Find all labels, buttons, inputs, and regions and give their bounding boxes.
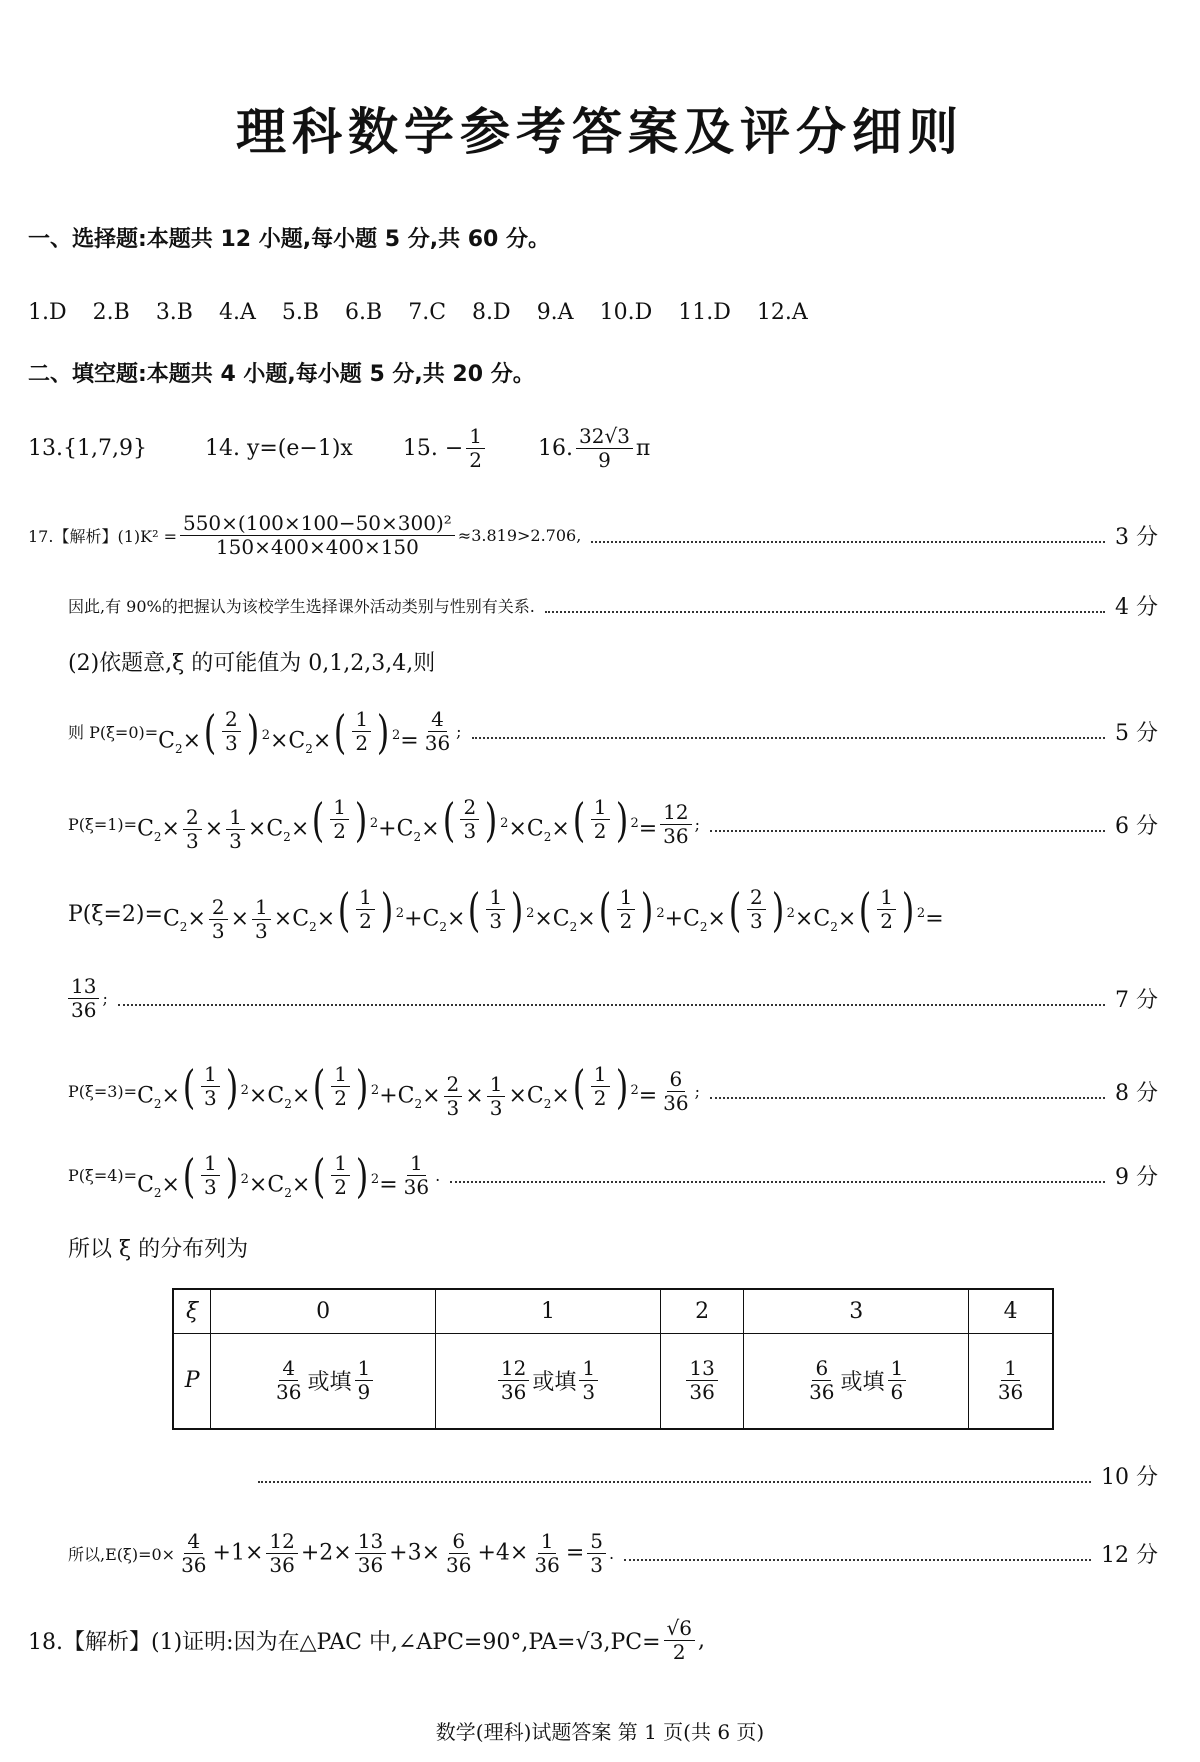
p3-prefix: P(ξ=3)= <box>68 1082 138 1101</box>
q17-conclusion-line <box>68 590 1158 621</box>
p1-prefix: P(ξ=1)= <box>68 815 138 834</box>
leader-dots <box>472 725 1105 739</box>
answer-16-fraction: $\frac{32√3}{9}$ <box>576 425 633 472</box>
table-prob-row <box>173 1333 1053 1429</box>
choice-answers <box>28 300 808 325</box>
table-header-cell: 2 <box>660 1289 743 1333</box>
p3-line: P(ξ=3)= $C_2\times$ ( $\frac{1}{3}$ ) $^2\times C_2\times$ ( $\frac{1}{2}$ ) $^2+C_2\times$ $\frac{2}{3}$ × $\frac{1}{3}$ $\times C_2\times$ ( $\frac{1}{2}$ ) $^2$= $\frac{6}{36}$ ; 8 分 <box>68 1059 1158 1120</box>
q17-part2-intro: (2)依题意,ξ 的可能值为 0,1,2,3,4,则 <box>68 651 436 676</box>
leader-dots <box>450 1169 1105 1183</box>
score-12: 12 分 <box>1101 1543 1158 1568</box>
table-header-cell: 3 <box>744 1289 969 1333</box>
q18-line: 18.【解析】(1)证明:因为在△PAC 中,∠APC=90°,PA=√3,PC= $\frac{√6}{2}$ , <box>28 1616 706 1664</box>
table-score-line <box>258 1460 1158 1491</box>
answer-15-fraction: $\frac{1}{2}$ <box>466 425 485 472</box>
table-row-label: P <box>173 1333 211 1429</box>
table-header-cell: 4 <box>969 1289 1053 1333</box>
answer-13: 13.{1,7,9} <box>28 436 147 461</box>
leader-dots <box>258 1469 1091 1483</box>
table-prob-cell: $\frac{12}{36}$ 或填 $\frac{1}{3}$ <box>436 1333 661 1429</box>
fill-answers <box>28 425 650 472</box>
choice-answer: 4.A <box>218 300 256 325</box>
q17-conclusion: 因此,有 90%的把握认为该校学生选择课外活动类别与性别有关系. <box>68 597 535 616</box>
expectation-line: 所以,E(ξ)=0× $\frac{4}{36}$ +1× $\frac{12}{36}$ +2× $\frac{13}{36}$ +3× $\frac{6}{36}$ +4× $\frac{1}{36}$ = $\frac{5}{3}$ . 12 分 <box>68 1529 1158 1577</box>
leader-dots <box>710 1085 1105 1099</box>
score-6: 6 分 <box>1115 814 1158 839</box>
p1-line: P(ξ=1)= $C_2\times$ $\frac{2}{3}$ × $\frac{1}{3}$ $\times C_2\times$ ( $\frac{1}{2}$ ) $^2+C_2\times$ ( $\frac{2}{3}$ ) $^2\times C_2\times$ ( $\frac{1}{2}$ ) $^2$= $\frac{12}{36}$ ; 6 分 <box>68 792 1158 853</box>
choice-answer: 5.B <box>281 300 320 325</box>
k2-fraction: $\frac{\text{550×(100×100−50×300)²}}{150\times 400\times 400\times 150}$ <box>180 512 455 559</box>
p3-result: $\frac{6}{36}$ <box>663 1067 689 1115</box>
choice-answer: 2.B <box>92 300 130 325</box>
p0-prefix: 则 P(ξ=0)= <box>68 723 159 743</box>
expect-prefix: 所以,E(ξ)=0× <box>68 1545 176 1564</box>
p4-result: $\frac{1}{36}$ <box>403 1151 430 1200</box>
table-prob-cell: $\frac{4}{36}$ 或填 $\frac{1}{9}$ <box>211 1333 436 1429</box>
q17-k2-line <box>28 512 1158 559</box>
score-9: 9 分 <box>1115 1165 1158 1191</box>
score-4: 4 分 <box>1115 595 1158 620</box>
choice-answer: 6.B <box>345 300 383 325</box>
p0-line: 则 P(ξ=0)= $C_2\times$ ( $\frac{2}{3}$ ) $^2\times C_2\times$ ( $\frac{1}{2}$ ) $^2$= $\frac{4}{36}$ ; 5 分 <box>68 704 1158 759</box>
p2-result: $\frac{13}{36}$ <box>68 975 99 1022</box>
p2-expression: $C_2\times$ $\frac{2}{3}$ × $\frac{1}{3}$ $\times C_2\times$ ( $\frac{1}{2}$ ) $^2+C_2\times$ ( $\frac{1}{3}$ ) $^2\times C_2\times$ ( $\frac{1}{2}$ ) $^2+C_2\times$ ( $\frac{2}{3}$ ) $^2\times C_2\times$ ( $\frac{1}{2}$ ) $^2$= <box>162 882 944 943</box>
section1-heading: 一、选择题:本题共 12 小题,每小题 5 分,共 60 分。 <box>28 227 551 252</box>
table-prob-cell: $\frac{1}{36}$ <box>969 1333 1053 1429</box>
p0-expression: $C_2\times$ ( $\frac{2}{3}$ ) $^2\times C_2\times$ ( $\frac{1}{2}$ ) $^2$= <box>158 704 419 759</box>
q18-text: 18.【解析】(1)证明:因为在△PAC 中,∠APC=90°,PA=√3,PC= <box>28 1630 661 1655</box>
answer-16-prefix: 16. <box>538 436 573 461</box>
table-header-row <box>173 1289 1053 1333</box>
q17-label: 17.【解析】(1)K² = <box>28 527 177 546</box>
score-3: 3 分 <box>1115 525 1158 550</box>
table-prob-cell: $\frac{6}{36}$ 或填 $\frac{1}{6}$ <box>744 1333 969 1429</box>
answer-16-suffix: π <box>635 436 651 461</box>
p3-expression: $C_2\times$ ( $\frac{1}{3}$ ) $^2\times C_2\times$ ( $\frac{1}{2}$ ) $^2+C_2\times$ $\frac{2}{3}$ × $\frac{1}{3}$ $\times C_2\times$ ( $\frac{1}{2}$ ) $^2$= <box>137 1059 658 1120</box>
p2-line <box>68 882 944 943</box>
page-footer: 数学(理科)试题答案 第 1 页(共 6 页) <box>435 1720 765 1744</box>
choice-answer: 12.A <box>756 300 808 325</box>
score-5: 5 分 <box>1115 721 1158 747</box>
p2-prefix: P(ξ=2)= <box>68 902 163 927</box>
leader-dots <box>710 818 1105 832</box>
distribution-table <box>172 1288 1054 1430</box>
p4-prefix: P(ξ=4)= <box>68 1166 138 1186</box>
answer-15-prefix: 15. − <box>402 436 464 461</box>
expect-expression: $\frac{4}{36}$ +1× $\frac{12}{36}$ +2× $\frac{13}{36}$ +3× $\frac{6}{36}$ +4× $\frac{1}{36}$ = <box>181 1529 585 1577</box>
p2-result-line: $\frac{13}{36}$ ; 7 分 <box>68 975 1158 1022</box>
leader-dots <box>118 992 1105 1006</box>
answer-14: 14. y=(e−1)x <box>204 436 353 461</box>
choice-answer: 11.D <box>678 300 731 325</box>
p1-result: $\frac{12}{36}$ <box>660 801 691 848</box>
section2-heading: 二、填空题:本题共 4 小题,每小题 5 分,共 20 分。 <box>28 362 535 387</box>
k2-result: ≈3.819>2.706, <box>457 526 582 545</box>
choice-answer: 7.C <box>408 300 447 325</box>
choice-answer: 10.D <box>599 300 653 325</box>
leader-dots <box>624 1547 1091 1561</box>
table-header-cell: 0 <box>211 1289 436 1333</box>
score-7: 7 分 <box>1115 988 1158 1013</box>
choice-answer: 8.D <box>472 300 511 325</box>
choice-answer: 1.D <box>28 300 67 325</box>
choice-answer: 9.A <box>536 300 574 325</box>
page-title: 理科数学参考答案及评分细则 <box>236 103 964 161</box>
score-10: 10 分 <box>1101 1465 1158 1490</box>
p1-expression: $C_2\times$ $\frac{2}{3}$ × $\frac{1}{3}$ $\times C_2\times$ ( $\frac{1}{2}$ ) $^2+C_2\times$ ( $\frac{2}{3}$ ) $^2\times C_2\times$ ( $\frac{1}{2}$ ) $^2$= <box>137 792 658 853</box>
pc-fraction: $\frac{√6}{2}$ <box>664 1617 695 1664</box>
table-header-cell: 1 <box>436 1289 661 1333</box>
leader-dots <box>591 529 1105 543</box>
choice-answer: 3.B <box>155 300 193 325</box>
leader-dots <box>545 599 1105 613</box>
table-header-cell: ξ <box>173 1289 211 1333</box>
distribution-intro: 所以 ξ 的分布列为 <box>68 1237 249 1262</box>
table-prob-cell: $\frac{13}{36}$ <box>660 1333 743 1429</box>
expect-result: $\frac{5}{3}$ <box>587 1530 606 1577</box>
score-8: 8 分 <box>1115 1081 1158 1106</box>
p4-line: P(ξ=4)= $C_2\times$ ( $\frac{1}{3}$ ) $^2\times C_2\times$ ( $\frac{1}{2}$ ) $^2$= $\frac{1}{36}$ . 9 分 <box>68 1148 1158 1203</box>
p4-expression: $C_2\times$ ( $\frac{1}{3}$ ) $^2\times C_2\times$ ( $\frac{1}{2}$ ) $^2$= <box>137 1148 398 1203</box>
p0-result: $\frac{4}{36}$ <box>424 707 451 756</box>
